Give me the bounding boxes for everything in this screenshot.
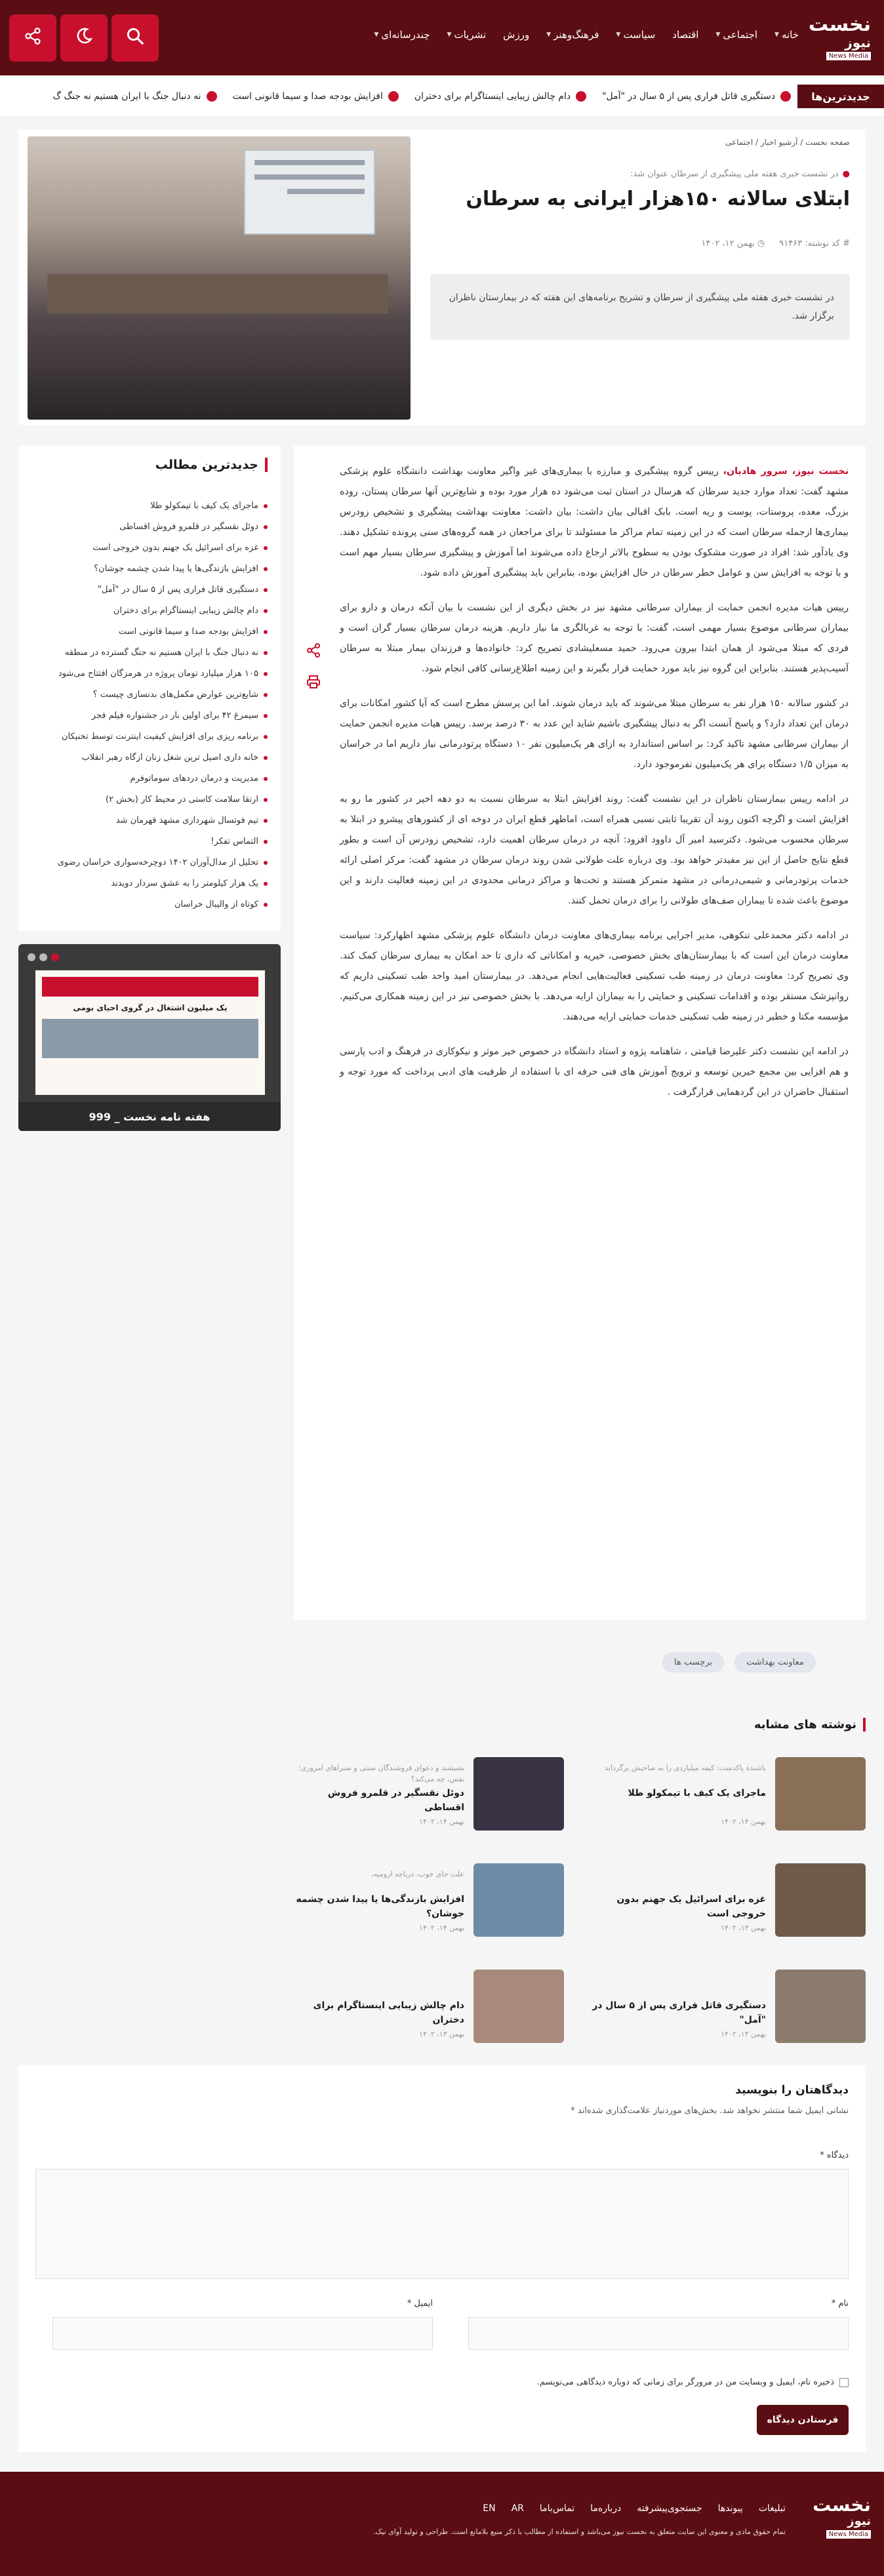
ticker-item-label: دام چالش زیبایی اینستاگرام برای دختران (414, 91, 571, 102)
share-tools (306, 643, 321, 694)
latest-post-link[interactable]: ارتقا سلامت کاستی در محیط کار (بخش ۲) (106, 795, 258, 804)
latest-post-link[interactable]: برنامه ریزی برای افزایش کیفیت اینترنت توسط تخنیکان (62, 732, 258, 742)
latest-post-item[interactable] (31, 559, 268, 580)
logo-main: نخست (808, 13, 871, 36)
ticker-bullet-icon (780, 91, 791, 102)
paragraph-text: در ادامه دکتر محمدعلی تنکوهی، مدیر اجرایی برنامه بیماری‌های معاونت درمان دانشگاه علوم پزشکی مشهد اظهارکرد: سیاست معاونت درمان این است که با بیمارستان‌های بخش خصوصی، خیریه و امکاناتی که داری تا حد امکان به بیماری سرطان کمک کند. وی تصریح کرد: معاونت درمان در زمینه طب تسکینی فعالیت‌هایی انجام می‌دهد. در بیمارستان امید واحد طب تسکینی داریم که روانپزشک مستقر بوده و اقدامات تسکینی و حمایتی را به بیماران ارایه می‌دهد. با بخش خصوصی نیز در این زمینه همکاری می‌کنیم. مؤسسه مکنا و خطیر در زمینه طب تسکینی خدمات حمایتی ارایه می‌دهند. (340, 930, 849, 1022)
chevron-down-icon: ▼ (546, 31, 552, 38)
similar-post-title[interactable]: دوئل نقسگیر در قلمرو فروش اقساطی (327, 1788, 464, 1813)
moon-icon (75, 27, 93, 50)
nav-item[interactable] (715, 29, 757, 41)
latest-post-item[interactable] (31, 580, 268, 601)
clock-icon: ◷ (754, 239, 765, 248)
ticker-item-label: نه دنبال جنگ با ایران هستیم نه جنگ گ (52, 91, 201, 102)
main-nav (374, 29, 799, 41)
search-button[interactable] (111, 14, 159, 62)
article-paragraph (340, 462, 849, 584)
dark-mode-button[interactable] (60, 14, 108, 62)
latest-post-item[interactable] (31, 831, 268, 852)
nav-item-label: نشریات (454, 29, 487, 41)
ticker-item[interactable] (602, 91, 791, 102)
footer-link[interactable]: پیوندها (717, 2503, 743, 2514)
nav-item[interactable] (503, 29, 529, 41)
submit-comment-button[interactable]: فرستادن دیدگاه (757, 2405, 849, 2435)
latest-post-link[interactable]: غزه برای اسرائیل یک جهنم بدون خروجی است (92, 543, 258, 553)
latest-post-item[interactable] (31, 538, 268, 559)
similar-post-image[interactable] (473, 1970, 564, 2043)
article-hero-image (28, 136, 411, 420)
ticker-item-label: افزایش بودجه صدا و سیما قانونی است (232, 91, 383, 102)
breadcrumb[interactable]: صفحه نخست / آرشیو اخبار / اجتماعی (725, 138, 850, 147)
share-icon (24, 27, 42, 50)
site-logo[interactable] (808, 13, 871, 62)
article-paragraph (340, 598, 849, 679)
paragraph-text: رییس گروه پیشگیری و مبارزه با بیماری‌های غیر واگیر معاونت بهداشت دانشگاه علوم پزشکی مشهد گفت: تعداد موارد جدید سرطان که هرسال در استان ثبت می‌شود ده هزار مورد بوده و شایع‌ترین آنها سرطان پستان، روده بزرگ، معده، پروستات، پوست و ریه است. بابک اقبالی بیان داشت: بیان داشت: معاونت بهداشت پیشگیری و تشخیص زودرس بیماری‌ها ازجمله سرطان است که در این زمینه تمام مراکز ما مسئولند تا برای مراجعان در همه گروه‌های سنی پرونده تشکیل دهند. وی یادآور شد: افراد در صورت مشکوک بودن به سطوح بالاتر ارجاع داده می‌شوند اما آموزش و پیشگیری سرطان بسیار مهم است و با توجه به افزایش سن و عوامل خطر سرطان در حال افزایش بوده، بنابراین باید پیشگیری آموزش داده شود. (340, 466, 849, 578)
similar-post-card[interactable] (584, 1757, 866, 1831)
article-date: ◷ بهمن ۱۲، ۱۴۰۲ (701, 239, 765, 248)
comment-note: نشانی ایمیل شما منتشر نخواهد شد. بخش‌های موردنیاز علامت‌گذاری شده‌اند * (571, 2106, 849, 2116)
latest-post-item[interactable] (31, 496, 268, 517)
logo-badge: News Media (826, 52, 871, 60)
hash-icon: # (839, 239, 850, 248)
latest-post-item[interactable] (31, 622, 268, 643)
tags-label: برچسب ها (662, 1652, 724, 1673)
latest-post-link[interactable]: یک هزار کیلومتر را به عشق سردار دویدند (111, 879, 258, 888)
ticker-item[interactable] (233, 91, 399, 102)
newspaper-cover (35, 970, 265, 1095)
site-footer (0, 2472, 884, 2576)
latest-post-item[interactable] (31, 894, 268, 915)
similar-post-card[interactable] (584, 1863, 866, 1937)
latest-post-item[interactable] (31, 664, 268, 684)
nav-item[interactable] (447, 29, 487, 41)
latest-post-item[interactable] (31, 747, 268, 768)
similar-post-date: بهمن ۱۴، ۱۴۰۲ (721, 1817, 766, 1826)
footer-link[interactable]: EN (483, 2503, 496, 2514)
similar-post-image[interactable] (473, 1757, 564, 1831)
similar-post-image[interactable] (775, 1863, 866, 1937)
footer-link[interactable]: جستجوی‌پیشرفته (637, 2503, 702, 2514)
nav-item[interactable] (374, 29, 430, 41)
paragraph-text: در ادامه این نشست دکتر علیرضا قیامتی ، شاهنامه پژوه و استاد دانشگاه در خصوص خیر موثر و نیکوکاری در فرهنگ و ادب پارسی و هم افزایی بین مجمع خیرین توسعه و ترویج آموزش های فنی حرفه ای با استفاده از ظرفیت های ادبی پرداخت که مورد توجه و استقبال حاضران در این گردهمایی قرارگرفت . (340, 1046, 849, 1098)
similar-post-title[interactable]: غزه برای اسرائیل یک جهنم بدون خروجی است (616, 1894, 766, 1919)
similar-post-title[interactable]: ماجرای یک کیف با تیمکولو طلا (628, 1788, 766, 1798)
name-label: نام * (831, 2299, 849, 2308)
article-header-card (18, 130, 866, 425)
logo-sub: نیوز (845, 35, 871, 50)
latest-post-link[interactable]: دام چالش زیبایی اینستاگرام برای دختران (113, 606, 258, 616)
similar-post-supertitle: باشنده پاکدست: کیفه میلیاردی را به صاحبش برگرداند (605, 1764, 766, 1772)
paragraph-text: در ادامه رییس بیمارستان ناظران در این نشست گفت: روند افزایش ابتلا به سرطان نسبت به دو دهه اخیر در کشور ما رو به افزایش است و اگرچه اکنون روند آن تقریبا ثابتی نسبی همراه است، اما‌‌‌‌‌‌‌‌‌‌ظهر قطع ایران در دوخه ای از کشورهای پیشرو در ابتلا به سرطان محسوب می‌شود. دکترسید امیر آل داوود افزود: آنچه در درمان سرطان اهمیت دارد، تشخیص زودرس آن است و بطور قطع نتایج حاصل از این نیز مفیدتر خواهد بود. وی درباره علت طولانی شدن روند درمان سرطان در مشهد گفت: مرکز اصلی ارائه خدمات پرتودرمانی و شیمی‌درمانی در مشهد متمرکز هستند و تخت‌ها و مراکز درمانی محدودی در این زمینه فعالیت دارند و این موضوع باعث شده تا بیماران صف‌های طولانی را برای درمان تحمل کنند. (340, 794, 849, 906)
nav-item-label: اجتماعی (723, 29, 758, 41)
latest-posts-title: جدیدترین مطالب (31, 458, 268, 472)
ticker-bullet-icon (207, 91, 217, 102)
ticker-bullet-icon (388, 91, 399, 102)
similar-post-date: بهمن ۱۳، ۱۴۰۲ (721, 1924, 766, 1932)
nav-item-label: چندرسانه‌ای (381, 29, 430, 41)
comment-label: دیدگاه * (820, 2150, 849, 2160)
latest-post-link[interactable]: نه دنبال جنگ با ایران هستیم نه جنگ گسترده در منطقه (64, 648, 258, 658)
ticker-label: جدیدترین‌ها (797, 85, 884, 108)
similar-post-date: بهمن ۱۳، ۱۴۰۲ (419, 2030, 464, 2038)
article-meta (701, 239, 850, 248)
similar-posts-title: نوشته های مشابه (754, 1718, 866, 1732)
similar-post-title[interactable]: دستگیری قاتل فراری پس از ۵ سال در "آمل" (592, 2000, 766, 2025)
news-ticker (0, 75, 884, 117)
email-field[interactable] (52, 2317, 433, 2350)
save-info-checkbox[interactable]: ذخیره نام، ایمیل و وبسایت من در مرورگر برای زمانی که دوباره دیدگاهی می‌نویسم. (537, 2377, 849, 2387)
article-paragraph (340, 789, 849, 911)
latest-post-link[interactable]: ماجرای یک کیف با تیمکولو طلا (150, 501, 258, 511)
checkbox-icon[interactable] (839, 2378, 849, 2387)
nav-item[interactable] (546, 29, 599, 41)
latest-post-link[interactable]: کوتاه از والیبال خراسان (174, 900, 258, 909)
paragraph-text: در کشور سالانه ۱۵۰ هزار نفر به سرطان مبتلا می‌شوند که باید درمان شوند. اما این پرسش مطرح است که آیا کشور امکانات برای درمان این تعداد دارد؟ و پاسخ آنست اگر به دنبال پیشگیری باشیم شاید این عدد به ۳۰ درصد برسد. رییس هیات مدیره انجمن حمایت از بیماران سرطانی مشهد تاکید کرد: بر اساس استاندارد به ازای هر یک‌میلیون نفر ۱۰ دستگاه پرتودرمانی نیاز داریم اما در خراسان به میزان ۱/۵ دستگاه برای هر یک‌میلیون نفرموجود دارد. (340, 698, 849, 770)
latest-post-link[interactable]: تیم فوتسال شهرداری مشهد قهرمان شد (115, 816, 258, 825)
latest-post-link[interactable]: مدیریت و درمان دردهای سوماتوفرم (130, 774, 258, 783)
chevron-down-icon: ▼ (374, 31, 379, 38)
nav-item-label: فرهنگ‌وهنر (553, 29, 599, 41)
article-lead: در نشست خبری هفته ملی پیشگیری از سرطان و تشریح برنامه‌های این هفته که در بیمارستان ناظران برگزار شد. (430, 274, 850, 340)
latest-post-item[interactable] (31, 705, 268, 726)
latest-post-link[interactable]: ۱۰۵ هزار میلیارد تومان پروژه در هرمزگان افتتاح می‌شود (58, 669, 258, 679)
nav-item-label: سیاست (623, 29, 656, 41)
article-paragraph (340, 926, 849, 1027)
article-paragraph (340, 694, 849, 775)
article-paragraphs (340, 462, 849, 1103)
similar-post-supertitle: علت جای خوب، دریاچه ارومیه، (371, 1870, 464, 1878)
article-supertitle: ●در نشست خبری هفته ملی پیشگیری از سرطان عنوان شد: (630, 169, 850, 179)
latest-post-item[interactable] (31, 873, 268, 894)
latest-post-item[interactable] (31, 789, 268, 810)
comment-textarea[interactable] (35, 2169, 849, 2279)
footer-link[interactable]: درباره‌ما (590, 2503, 622, 2514)
ticker-item[interactable] (52, 91, 216, 102)
ticker-items (7, 85, 791, 108)
similar-post-card[interactable] (282, 1757, 564, 1831)
latest-post-link[interactable]: افزایش بازندگی‌ها یا پیدا شدن چشمه جوشان؟ (94, 564, 258, 574)
latest-post-link[interactable]: التماس تفکر! (211, 837, 258, 846)
comment-title: دیدگاهتان را بنویسید (735, 2084, 849, 2097)
latest-post-item[interactable] (31, 852, 268, 873)
latest-post-link[interactable]: خانه داری اصیل ترین شغل زنان ازگاه رهبر انقلاب (81, 753, 258, 763)
footer-link[interactable]: تبلیغات (758, 2503, 786, 2514)
nav-item-label: خانه (781, 29, 799, 41)
similar-post-supertitle: بشیشند و دعوای فروشندگان سنتی و سنراهای امروزی؛ نفس، چه می‌کند؟ (298, 1764, 464, 1783)
latest-post-item[interactable] (31, 684, 268, 705)
share-icon[interactable] (306, 643, 321, 662)
similar-post-title[interactable]: افزایش بازندگی‌ها یا پیدا شدن چشمه جوشان؟ (296, 1894, 464, 1919)
newspaper-widget[interactable] (18, 944, 281, 1131)
nav-item-label: ورزش (503, 29, 530, 41)
latest-post-item[interactable] (31, 601, 268, 622)
paragraph-text: رییس هیات مدیره انجمن حمایت از بیماران سرطانی مشهد نیز در بخش دیگری از این نشست با بیان آنکه درمان و دارو برای بیماران سرطانی موضوع بسیار مهمی است، گفت: با توجه به غربالگری ما نیاز داریم. هزینه درمان سرطان بسیار گران است و فردی که مبتلا می‌شود از همان ابتدا بیرون می‌رود. حمید مسعلیشادی تصریح کرد: خانواده‌ها و فرزندان بیمار مبتلا به سرطان آسیب‌پذیر هستند. بنابراین این گروه نیز باید مورد حمایت قرار بگیرند و این زمینه اطلاع‌رسانی کافی انجام شود. (340, 603, 849, 674)
similar-post-image[interactable] (775, 1970, 866, 2043)
similar-post-date: بهمن ۱۳، ۱۴۰۲ (721, 2030, 766, 2038)
chevron-down-icon: ▼ (616, 31, 621, 38)
latest-post-item[interactable] (31, 810, 268, 831)
comment-form (18, 2065, 866, 2452)
article-body (294, 446, 866, 1619)
similar-post-image[interactable] (473, 1863, 564, 1937)
footer-copyright: تمام حقوق مادی و معنوی این سایت متعلق به نخست نیوز می‌باشد و استفاده از مطالب با ذکر منبع بلامانع است. طراحی و تولید آوای نیک. (372, 2527, 786, 2536)
similar-posts (18, 1698, 866, 2039)
tag-list (662, 1652, 816, 1673)
nav-item-label: اقتصاد (672, 29, 699, 41)
latest-post-item[interactable] (31, 643, 268, 664)
footer-link[interactable]: تماس‌با‌ما (539, 2503, 575, 2514)
latest-post-item[interactable] (31, 726, 268, 747)
print-icon[interactable] (306, 674, 321, 694)
footer-link[interactable]: AR (511, 2503, 524, 2514)
latest-post-link[interactable]: شایع‌ترین عوارض مکمل‌های بدنسازی چیست ؟ (92, 690, 258, 700)
nav-item[interactable] (672, 29, 698, 41)
chevron-down-icon: ▼ (447, 31, 452, 38)
latest-post-link[interactable]: دوئل نقسگیر در قلمرو فروش اقساطی (119, 522, 258, 532)
article-code: # کد نوشته: ۹۱۴۶۳ (779, 239, 850, 248)
latest-post-link[interactable]: سیمرغ ۴۲ برای اولین بار در جشنواره فیلم فجر (91, 711, 258, 721)
email-label: ایمیل * (407, 2299, 433, 2308)
tag-pill[interactable]: معاونت بهداشت (734, 1652, 816, 1673)
article-paragraph (340, 1042, 849, 1103)
ticker-bullet-icon (576, 91, 586, 102)
latest-post-link[interactable]: افزایش بودجه صدا و سیما قانونی است (118, 627, 258, 637)
latest-posts-list (31, 496, 268, 915)
similar-post-date: بهمن ۱۴، ۱۴۰۲ (419, 1817, 464, 1826)
article-title: ابتلای سالانه ۱۵۰هزار ایرانی به سرطان (466, 188, 850, 210)
latest-post-link[interactable]: دستگیری قاتل فراری پس از ۵ سال در "آمل" (97, 585, 258, 595)
search-icon (125, 26, 145, 50)
nav-item[interactable] (774, 29, 799, 41)
similar-post-image[interactable] (775, 1757, 866, 1831)
ticker-item[interactable] (414, 91, 586, 102)
similar-post-date: بهمن ۱۴، ۱۴۰۲ (419, 1924, 464, 1932)
share-button[interactable] (9, 14, 56, 62)
similar-post-card[interactable] (282, 1863, 564, 1937)
similar-post-card[interactable] (282, 1970, 564, 2043)
similar-post-title[interactable]: دام چالش زیبایی اینستاگرام برای دختران (313, 2000, 464, 2025)
nav-item[interactable] (616, 29, 655, 41)
latest-post-item[interactable] (31, 768, 268, 789)
footer-logo[interactable]: نخست نیوز News Media (813, 2494, 871, 2538)
article-lead-strong: نخست نیوز، سرور هادیان، (723, 466, 849, 477)
slider-dots[interactable] (28, 953, 59, 961)
latest-post-item[interactable] (31, 517, 268, 538)
latest-posts-widget (18, 446, 281, 931)
chevron-down-icon: ▼ (715, 31, 721, 38)
newspaper-headline: یک میلیون اشتغال در گروی احیای بومی (73, 1003, 228, 1012)
chevron-down-icon: ▼ (774, 31, 779, 38)
site-header (0, 0, 884, 75)
bullet-icon: ● (842, 169, 850, 179)
newspaper-caption: هفته نامه نخست _ 999 (18, 1102, 281, 1131)
name-field[interactable] (468, 2317, 849, 2350)
latest-post-link[interactable]: تحلیل از مدال‌آوران ۱۴۰۲ دوچرخه‌سواری خراسان رضوی (57, 858, 258, 867)
ticker-item-label: دستگیری قاتل فراری پس از ۵ سال در "آمل" (602, 91, 775, 102)
similar-post-card[interactable] (584, 1970, 866, 2043)
footer-links (483, 2503, 786, 2514)
